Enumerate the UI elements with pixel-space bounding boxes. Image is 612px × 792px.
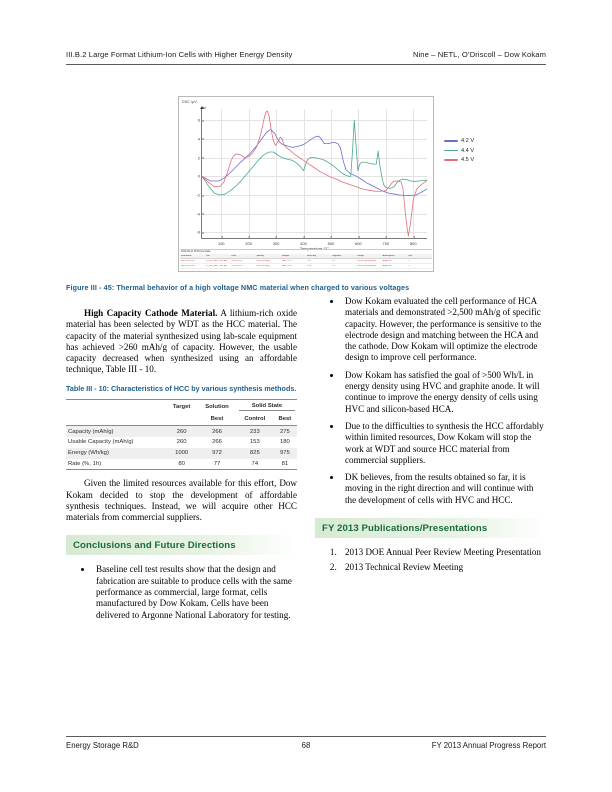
- paragraph-lead-in: High Capacity Cathode Material.: [84, 308, 218, 318]
- table-row: [66, 459, 297, 470]
- table-cell: 81: [273, 459, 297, 470]
- paragraph-limited-resources: Given the limited resources available for this effort, Dow Kokam decided to stop the development of affordable synthesis techniques. Instead, we will acquire other HCC materials from commercial suppliers.: [66, 478, 297, 523]
- chart-legend-swatch: [444, 140, 458, 142]
- list-item: • DK believes, from the results obtained so far, it is moving in the right direction and will continue with the development of cells with HVC and HCC.: [342, 472, 546, 506]
- heading-conclusions: Conclusions and Future Directions: [66, 535, 297, 555]
- chart-metadata-rows: [180, 259, 432, 270]
- right-column: [315, 296, 546, 578]
- chart-metadata-cell: DSC/(uV/mg): [256, 260, 270, 262]
- table-cell: 153: [249, 439, 260, 446]
- footer-left: Energy Storage R&D: [66, 741, 139, 750]
- hcc-characteristics-table: [66, 399, 297, 470]
- footer-right: FY 2013 Annual Progress Report: [431, 741, 546, 750]
- footer-page-number: 68: [301, 741, 311, 750]
- table-cell: 77: [197, 459, 237, 470]
- chart-metadata-cell: ---: [407, 265, 411, 267]
- chart-metadata-header-cell: Instrument: [181, 255, 192, 257]
- chart-metadata-header-cell: Mass/mg: [307, 255, 316, 257]
- list-item: • Due to the difficulties to synthesis the HCC affordably within limited resources, Dow Kokam will stop the work at WDT and source HCC material from commercial suppliers.: [342, 421, 546, 466]
- table-cell: 275: [279, 428, 290, 435]
- left-column: [66, 308, 297, 627]
- chart-legend-swatch: [444, 159, 458, 161]
- chart-metadata-cell: 30/10.0(K/min)/850: [357, 265, 377, 267]
- chart-metadata-header-cell: Sample: [281, 255, 290, 257]
- table-body: [66, 426, 297, 470]
- table-cell: 260: [176, 428, 187, 435]
- header-rule: [66, 64, 546, 65]
- chart-legend-label: 4.5 V: [461, 157, 475, 163]
- table-cell: 266: [212, 428, 222, 435]
- table-cell: 266: [212, 439, 222, 446]
- table-group-header-cell: [66, 400, 166, 414]
- findings-bullet-list: [315, 296, 546, 506]
- paragraph-text: A lithium-rich oxide material has been selected by WDT as the HCC material. The capacity of the material synthesized using lab-scale equipment has achieved >260 mAh/g of capacity. However, the usable capacity decreased when synthesized using an affordable technique, Table III - 10.: [66, 308, 298, 375]
- chart-metadata-cell: NETSCH DSC: [181, 260, 196, 262]
- table-row-label: Capacity (mAh/g): [68, 428, 114, 435]
- chart-metadata-cell: NMC 4.2V: [281, 260, 292, 262]
- figure-dsc-chart: [178, 96, 434, 272]
- chart-metadata-header-cell: File: [206, 255, 210, 257]
- table-sub-header-cell: [166, 414, 197, 426]
- table-group-header-label: Solid State: [239, 403, 295, 411]
- chart-metadata-header-cell: Atmosphere: [382, 255, 395, 257]
- chart-metadata-cell: 30/10.0(K/min)/850: [357, 260, 377, 262]
- table-cell: 80: [166, 459, 197, 470]
- chart-x-axis-label: Temperature /°C: [299, 246, 330, 251]
- chart-metadata-row: [180, 269, 432, 270]
- table-cell: 972: [212, 450, 222, 457]
- chart-x-tick-label: 800: [410, 238, 417, 246]
- chart-series-canvas: [202, 109, 427, 238]
- chart-legend: [444, 138, 474, 163]
- chart-series-line: [202, 111, 427, 236]
- chart-y-tick-label: 4: [197, 136, 200, 142]
- table-caption: Table III - 10: Characteristics of HCC by various synthesis methods.: [66, 383, 297, 393]
- table-cell: 825: [249, 450, 260, 457]
- chart-legend-label: 4.2 V: [461, 138, 475, 144]
- chart-legend-item: [444, 138, 474, 144]
- chart-y-tick-label: -2: [196, 192, 200, 198]
- chart-y-tick-label: 0: [197, 173, 200, 179]
- chart-exo-label: exo: [201, 106, 207, 110]
- chart-metadata-cell: 1/1: [332, 265, 336, 267]
- conclusions-bullet-list: [66, 564, 297, 620]
- chart-plot-area: [196, 109, 427, 251]
- chart-timestamp: 2013-02-11 15:34 Use Data: [181, 250, 211, 253]
- chart-y-tick-label: -6: [196, 229, 200, 235]
- table-cell: 260: [176, 439, 187, 446]
- chart-x-tick-label: 100: [218, 238, 225, 246]
- paragraph-high-capacity-cathode: [66, 308, 297, 376]
- chart-metadata-header-cell: Corr.: [407, 255, 413, 257]
- footer-rule: [66, 736, 546, 737]
- chart-metadata-strip: [180, 249, 432, 270]
- chart-metadata-cell: 5.21: [307, 260, 312, 262]
- chart-x-tick-label: 500: [328, 238, 335, 246]
- page-footer: [66, 741, 546, 750]
- chart-y-tick-label: 6: [197, 117, 200, 123]
- chart-x-tick-label: 700: [382, 238, 389, 246]
- chart-metadata-cell: ---: [407, 260, 411, 262]
- chart-series-line: [202, 130, 427, 196]
- table-cell: 1000: [175, 450, 189, 457]
- chart-metadata-cell: NMC 4.4V: [281, 265, 292, 267]
- chart-x-tick-label: 200: [245, 238, 252, 246]
- table-cell: 975: [279, 450, 290, 457]
- table-sub-header-row: [66, 414, 297, 426]
- running-head-right: Nine – NETL, O’Driscoll – Dow Kokam: [412, 50, 546, 59]
- table-row: [66, 426, 297, 437]
- chart-metadata-cell: Argon/50: [382, 265, 392, 267]
- chart-legend-label: 4.4 V: [461, 147, 475, 154]
- table-group-header-cell: [237, 400, 297, 414]
- chart-metadata-cell: DSC/(uV/mg): [256, 265, 270, 267]
- figure-caption: Figure III - 45: Thermal behavior of a high voltage NMC material when charged to various voltages: [66, 283, 410, 292]
- chart-metadata-cell: 2013-02-07: [231, 265, 243, 267]
- chart-x-tick-label: 600: [355, 238, 362, 246]
- table-row: [66, 448, 297, 459]
- chart-metadata-cell: 5.13: [307, 265, 312, 267]
- chart-metadata-header-cell: Identity: [256, 255, 264, 257]
- table-group-header-row: [66, 400, 297, 414]
- table-row-label: Rate (%, 1h): [66, 459, 166, 470]
- list-item: 1. 2013 DOE Annual Peer Review Meeting Presentation: [339, 547, 546, 558]
- running-head: [66, 50, 546, 59]
- table-cell: 233: [249, 428, 260, 435]
- table-cell: 74: [237, 459, 273, 470]
- heading-publications: FY 2013 Publications/Presentations: [315, 518, 546, 538]
- chart-x-tick-label: 300: [273, 238, 280, 246]
- chart-metadata-header-cell: Date: [231, 255, 237, 257]
- chart-metadata-header-cell: Range: [357, 255, 364, 257]
- table-cell: 180: [279, 439, 290, 446]
- chart-y-tick-label: 2: [197, 155, 200, 161]
- list-item: 2. 2013 Technical Review Meeting: [339, 562, 546, 573]
- table-header: [66, 400, 297, 426]
- chart-y-axis-label: DSC /µV: [182, 100, 197, 104]
- chart-metadata-cell: 1/1: [332, 260, 336, 262]
- chart-metadata-cell: Argon/50: [382, 260, 392, 262]
- chart-legend-swatch: [444, 150, 458, 152]
- table-row: [66, 437, 297, 448]
- list-item: • Baseline cell test results show that the design and fabrication are suitable to produce cells with the same performance as commercial, large format, cells manufactured by Dow Kokam. Cells have been delivered to Argonne National Laboratory for testing.: [93, 564, 297, 620]
- table-sub-header-cell: [66, 414, 166, 426]
- list-item: • Dow Kokam has satisfied the goal of >500 Wh/L in energy density using HVC and graphite anode. It will continue to improve the energy density of cells using HVC and silicon-based HCA.: [342, 370, 546, 415]
- chart-y-tick-label: -4: [196, 211, 200, 217]
- chart-metadata-cell: 2013-02-07: [231, 260, 243, 262]
- publications-list: [315, 547, 546, 574]
- chart-metadata-header-cell: Segment: [332, 255, 341, 257]
- table-group-header-cell: Target: [166, 400, 197, 414]
- chart-x-tick-label: 400: [300, 238, 307, 246]
- running-head-left: III.B.2 Large Format Lithium-Ion Cells with Higher Energy Density: [66, 50, 293, 59]
- table-row-label: Energy (Wh/kg): [68, 450, 109, 457]
- chart-series-line: [202, 120, 427, 195]
- chart-legend-item: [444, 157, 474, 163]
- chart-metadata-cell: NETSCH DSC: [181, 265, 196, 267]
- table-sub-header-cell: Control: [237, 414, 273, 426]
- list-item: • Dow Kokam evaluated the cell performance of HCA materials and demonstrated >2,500 mAh/g of specific capacity. However, the performance is sensitive to the electrode design and matching between the HCA and the cathode. Dow Kokam will optimize the electrode design to improve cell performance.: [342, 296, 546, 364]
- table-sub-header-cell: Best: [273, 414, 297, 426]
- table-sub-header-cell: Best: [197, 414, 237, 426]
- chart-metadata-cell: Li_HV_NMC_44V.dsv: [206, 265, 228, 267]
- chart-legend-item: [444, 148, 474, 154]
- table-group-header-cell: Solution: [197, 400, 237, 414]
- table-row-label: Usable Capacity (mAh/g): [68, 439, 134, 446]
- chart-metadata-cell: Li_HV_NMC_42V.dsv: [206, 260, 228, 262]
